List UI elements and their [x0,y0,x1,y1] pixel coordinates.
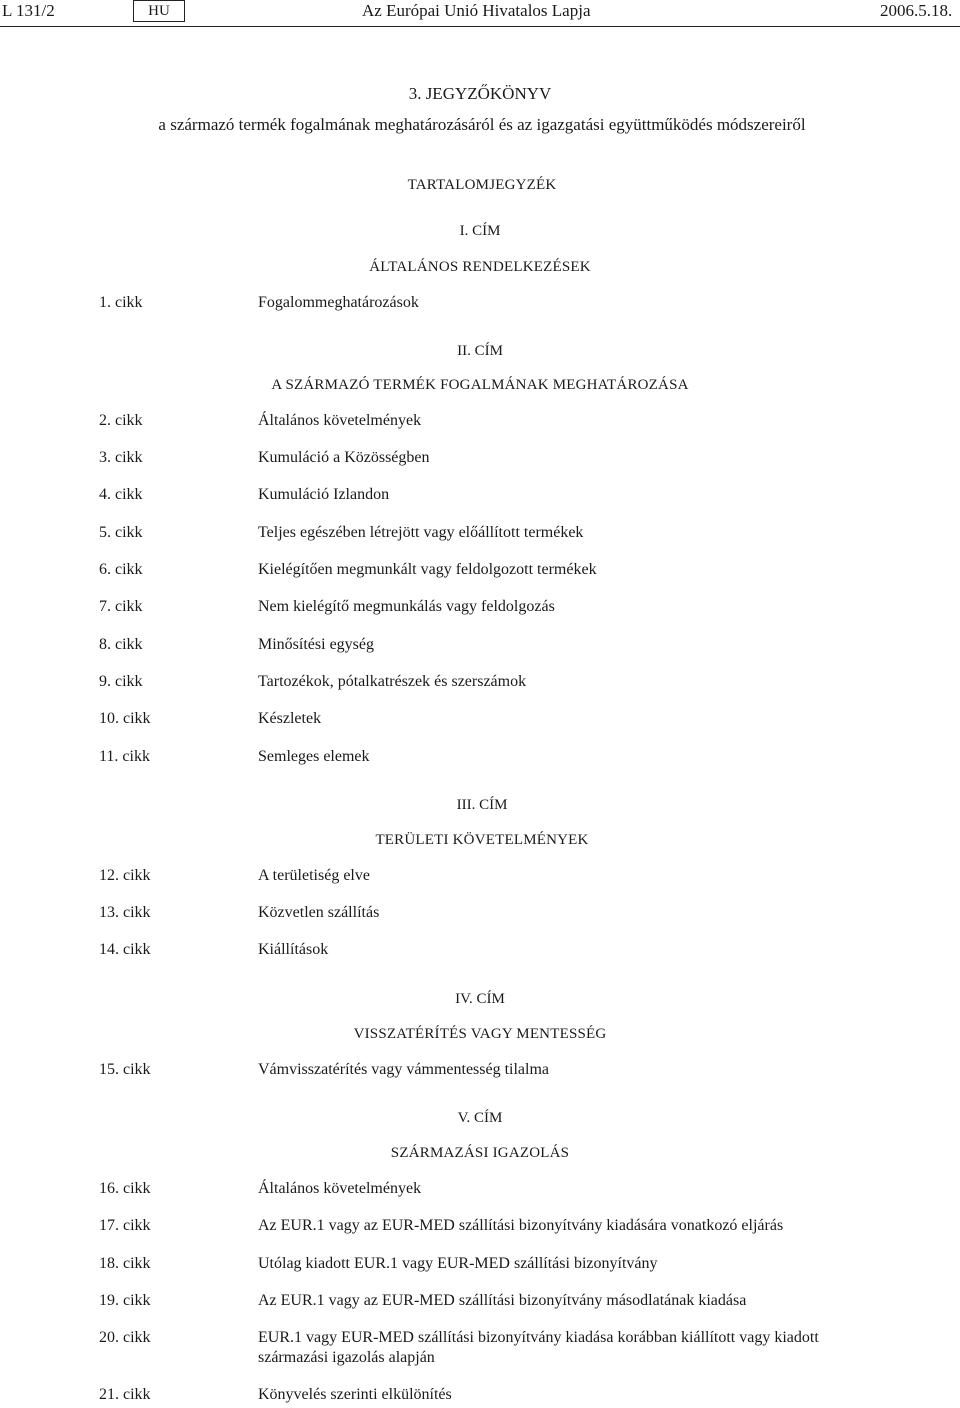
section-title: VISSZATÉRÍTÉS VAGY MENTESSÉG [353,1026,607,1042]
journal-name: Az Európai Unió Hivatalos Lapja [362,1,591,20]
document-title: 3. JEGYZŐKÖNYV [408,84,552,103]
section-title: ÁLTALÁNOS RENDELKEZÉSEK [369,259,591,275]
article-title: Az EUR.1 vagy az EUR-MED szállítási bizonyítvány másodlatának kiadása [258,1292,747,1309]
article-title: Vámvisszatérítés vagy vámmentesség tilalma [258,1061,550,1078]
toc-heading: TARTALOMJEGYZÉK [407,177,557,193]
article-number: 2. cikk [99,412,143,429]
section-label: II. CÍM [457,343,503,359]
article-title: Könyvelés szerinti elkülönítés [258,1386,452,1403]
article-number: 19. cikk [99,1292,151,1309]
section-label: IV. CÍM [455,991,505,1007]
article-number: 21. cikk [99,1386,151,1403]
section-label: III. CÍM [456,797,508,813]
section-label: V. CÍM [457,1110,503,1126]
article-title: Kiállítások [258,941,329,958]
article-number: 20. cikk [99,1329,151,1346]
article-number: 15. cikk [99,1061,151,1078]
article-title: Minősítési egység [258,636,374,653]
language-badge: HU [133,0,185,22]
document-subtitle: a származó termék fogalmának meghatározásáról és az igazgatási együttműködés módszereiről [158,115,806,134]
header-rule [0,26,960,27]
article-title: Semleges elemek [258,748,370,765]
article-title: Tartozékok, pótalkatrészek és szerszámok [258,673,527,690]
section-title: SZÁRMAZÁSI IGAZOLÁS [390,1145,570,1161]
section-label: I. CÍM [459,223,501,239]
article-number: 8. cikk [99,636,143,653]
article-title: A területiség elve [258,867,370,884]
section-title: TERÜLETI KÖVETELMÉNYEK [375,832,589,848]
article-title: Közvetlen szállítás [258,904,380,921]
article-number: 12. cikk [99,867,151,884]
article-title: Fogalommeghatározások [258,294,419,311]
section-title: A SZÁRMAZÓ TERMÉK FOGALMÁNAK MEGHATÁROZÁSA [271,377,689,393]
article-number: 11. cikk [99,748,150,765]
article-title: Általános követelmények [258,1180,422,1197]
article-title: Az EUR.1 vagy az EUR-MED szállítási bizonyítvány kiadására vonatkozó eljárás [258,1217,784,1234]
article-title: Készletek [258,710,322,727]
article-number: 17. cikk [99,1217,151,1234]
article-title: Utólag kiadott EUR.1 vagy EUR-MED szállítási bizonyítvány [258,1255,658,1272]
article-number: 7. cikk [99,598,143,615]
publication-date: 2006.5.18. [880,1,953,20]
article-title: Nem kielégítő megmunkálás vagy feldolgozás [258,598,555,615]
article-number: 18. cikk [99,1255,151,1272]
article-number: 6. cikk [99,561,143,578]
article-number: 5. cikk [99,524,143,541]
page-reference: L 131/2 [2,1,55,20]
article-title: Kumuláció Izlandon [258,486,390,503]
article-title: Kielégítően megmunkált vagy feldolgozott termékek [258,561,597,578]
article-title: EUR.1 vagy EUR-MED szállítási bizonyítvány kiadása korábban kiállított vagy kiadott származási igazolás alapján [258,1329,819,1366]
article-number: 13. cikk [99,904,151,921]
article-title: Teljes egészében létrejött vagy előállított termékek [258,524,584,541]
article-title: Kumuláció a Közösségben [258,449,430,466]
article-number: 4. cikk [99,486,143,503]
article-number: 3. cikk [99,449,143,466]
article-number: 16. cikk [99,1180,151,1197]
article-number: 9. cikk [99,673,143,690]
article-title: Általános követelmények [258,412,422,429]
article-number: 14. cikk [99,941,151,958]
article-number: 10. cikk [99,710,151,727]
article-number: 1. cikk [99,294,143,311]
